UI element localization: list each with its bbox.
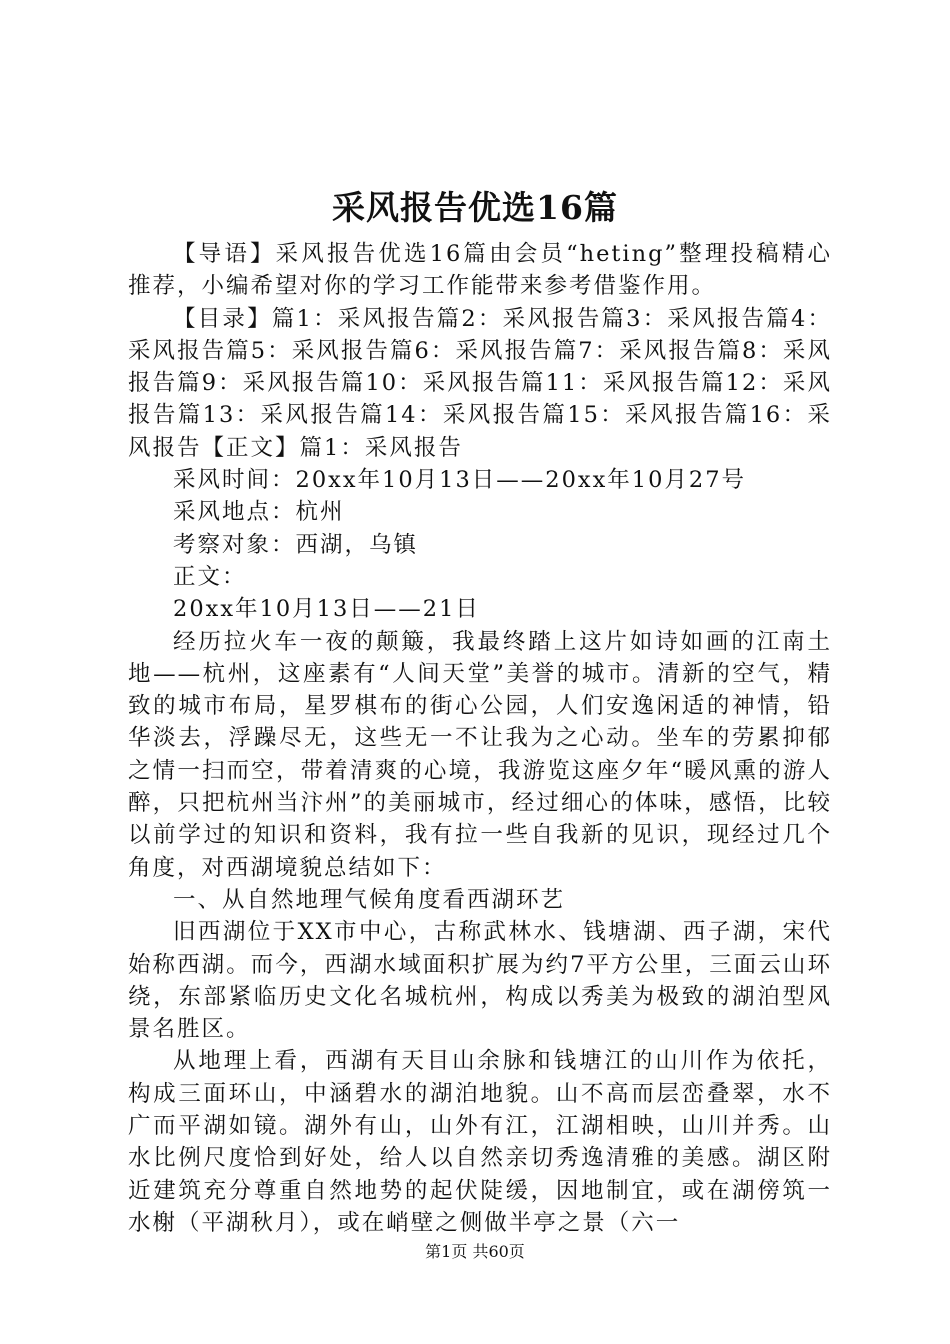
- document-body: [128, 238, 832, 1239]
- body-paragraph: 从地理上看，西湖有天目山余脉和钱塘江的山川作为依托，构成三面环山，中涵碧水的湖泊地貌。山不高而层峦叠翠，水不广而平湖如镜。湖外有山，山外有江，江湖相映，山川并秀。山水比例尺度恰到好处，给人以自然亲切秀逸清雅的美感。湖区附近建筑充分尊重自然地势的起伏陡缓，因地制宜，或在湖傍筑一水榭（平湖秋月），或在峭壁之侧做半亭之景（六一: [128, 1048, 832, 1236]
- main-text-label: 正文：: [173, 563, 247, 590]
- page-title: 采风报告优选16篇: [332, 188, 618, 227]
- field-trip-location: 采风地点：杭州: [173, 499, 345, 526]
- body-paragraph: 旧西湖位于XX市中心，古称武林水、钱塘湖、西子湖，宋代始称西湖。而今，西湖水域面积扩展为约7平方公里，三面云山环绕，东部紧临历史文化名城杭州，构成以秀美为极致的湖泊型风景名胜区。: [128, 919, 832, 1043]
- table-of-contents: 【目录】篇1：采风报告篇2：采风报告篇3：采风报告篇4：采风报告篇5：采风报告篇6：采风报告篇7：采风报告篇8：采风报告篇9：采风报告篇10：采风报告篇11：采风报告篇12：采风报告篇13：采风报告篇14：采风报告篇15：采风报告篇16：采风报告【正文】篇1：采风报告: [128, 305, 832, 461]
- intro-paragraph: 【导语】采风报告优选16篇由会员“heting”整理投稿精心推荐，小编希望对你的学习工作能带来参考借鉴作用。: [128, 241, 832, 300]
- page-footer: 第1页 共60页: [425, 1242, 525, 1261]
- study-subjects: 考察对象：西湖，乌镇: [173, 531, 419, 558]
- section-heading: 一、从自然地理气候角度看西湖环艺: [173, 886, 566, 913]
- date-range: 20xx年10月13日——21日: [173, 596, 480, 623]
- body-paragraph: 经历拉火车一夜的颠簸，我最终踏上这片如诗如画的江南土地——杭州，这座素有“人间天堂”美誉的城市。清新的空气，精致的城市布局，星罗棋布的街心公园，人们安逸闲适的神情，铅华淡去，浮躁尽无，这些无一不让我为之心动。坐车的劳累抑郁之情一扫而空，带着清爽的心境，我游览这座夕年“暖风熏的游人醉，只把杭州当汴州”的美丽城市，经过细心的体味，感悟，比较以前学过的知识和资料，我有拉一些自我新的见识，现经过几个角度，对西湖境貌总结如下：: [128, 628, 832, 881]
- field-trip-time: 采风时间：20xx年10月13日——20xx年10月27号: [173, 467, 747, 494]
